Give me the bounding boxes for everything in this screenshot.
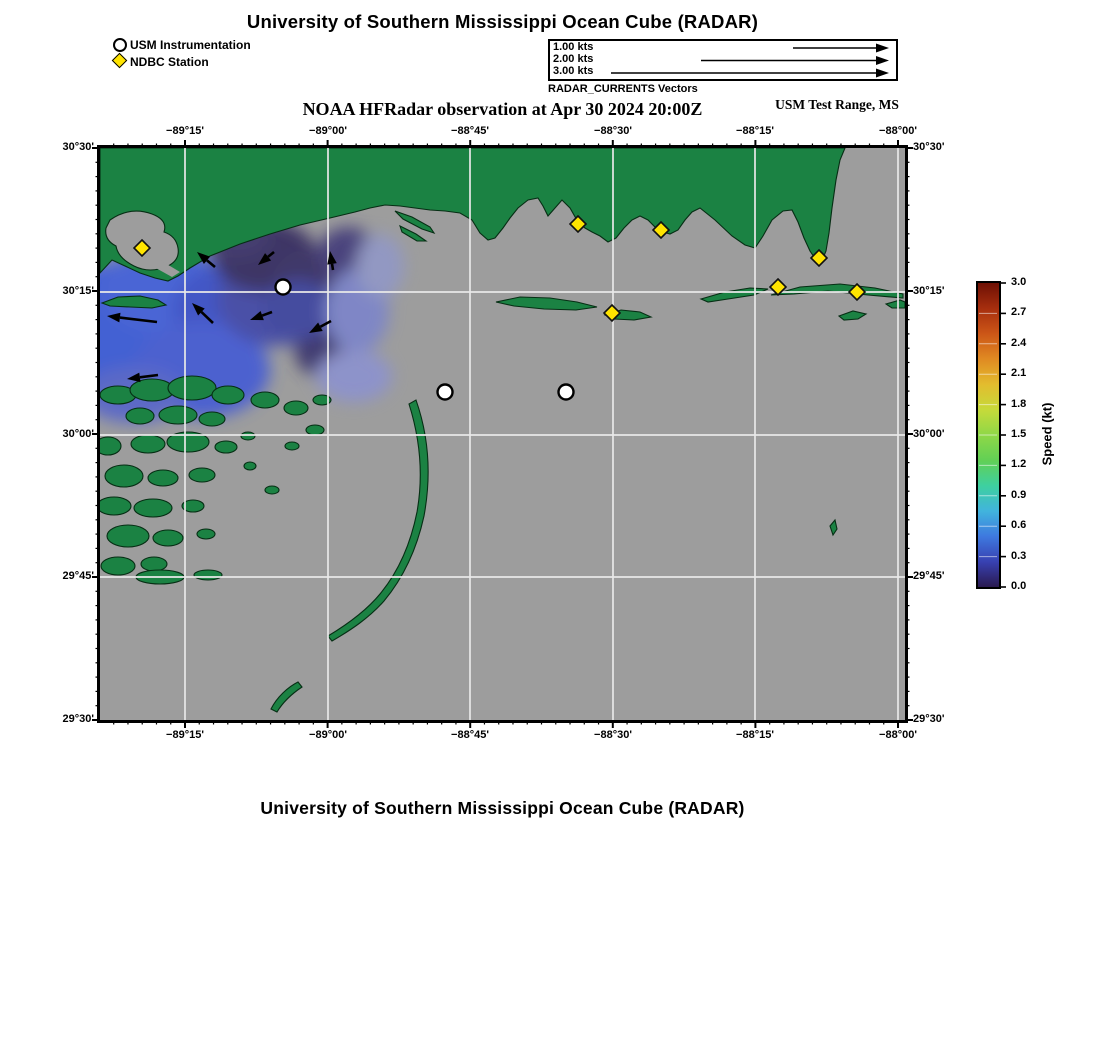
y-axis-label-left: 29°45' bbox=[62, 570, 94, 582]
usm-instrumentation-marker bbox=[438, 385, 453, 400]
x-axis-label-bottom: −88°45' bbox=[451, 729, 489, 741]
vector-scale-arrowhead bbox=[876, 69, 889, 78]
x-axis-label-bottom: −89°00' bbox=[309, 729, 347, 741]
vector-scale-2kt-label: 2.00 kts bbox=[553, 53, 594, 65]
y-axis-label-right: 29°30' bbox=[913, 713, 945, 725]
colorbar-tick-label: 0.3 bbox=[1011, 549, 1027, 562]
usm-instrumentation-icon bbox=[113, 38, 127, 52]
map-canvas bbox=[100, 148, 905, 720]
legend-usm-label: USM Instrumentation bbox=[130, 38, 251, 52]
x-axis-label-bottom: −88°30' bbox=[594, 729, 632, 741]
usm-instrumentation-marker bbox=[559, 385, 574, 400]
y-axis-label-right: 30°00' bbox=[913, 428, 945, 440]
y-axis-label-left: 29°30' bbox=[62, 713, 94, 725]
y-axis-label-left: 30°15' bbox=[62, 285, 94, 297]
colorbar-tick-label: 3.0 bbox=[1011, 276, 1027, 288]
vector-scale-arrowhead bbox=[876, 56, 889, 65]
vector-scale-1kt-label: 1.00 kts bbox=[553, 41, 594, 53]
colorbar-tick-label: 2.1 bbox=[1011, 367, 1027, 380]
x-axis-label-top: −88°45' bbox=[451, 125, 489, 137]
colorbar-tick-label: 1.8 bbox=[1011, 397, 1027, 410]
y-axis-label-right: 29°45' bbox=[913, 570, 945, 582]
vector-scale-arrowhead bbox=[876, 44, 889, 53]
colorbar-tick-label: 1.5 bbox=[1011, 428, 1027, 440]
page-title: University of Southern Mississippi Ocean Cube (RADAR) bbox=[246, 11, 759, 32]
x-axis-label-top: −89°15' bbox=[166, 125, 204, 137]
colorbar bbox=[976, 281, 1001, 589]
y-axis-label-left: 30°30' bbox=[62, 141, 94, 153]
current-vector-shaft bbox=[332, 264, 333, 270]
colorbar-gradient bbox=[978, 283, 999, 587]
map-frame bbox=[97, 145, 908, 723]
y-axis-label-right: 30°15' bbox=[913, 285, 945, 297]
colorbar-tick-label: 0.0 bbox=[1011, 580, 1027, 592]
ndbc-station-icon bbox=[112, 53, 128, 69]
x-axis-label-top: −88°15' bbox=[736, 125, 774, 137]
vector-scale-arrows bbox=[550, 41, 896, 79]
colorbar-tick-label: 0.9 bbox=[1011, 488, 1027, 501]
x-axis-label-top: −88°30' bbox=[594, 125, 632, 137]
vector-scale-box bbox=[548, 39, 898, 81]
colorbar-tick-label: 0.6 bbox=[1011, 519, 1027, 532]
colorbar-tick-label: 1.2 bbox=[1011, 458, 1027, 471]
x-axis-label-top: −88°00' bbox=[879, 125, 917, 137]
colorbar-tick-label: 2.4 bbox=[1011, 336, 1027, 349]
y-axis-label-left: 30°00' bbox=[62, 428, 94, 440]
x-axis-label-bottom: −88°00' bbox=[879, 729, 917, 741]
colorbar-tick-label: 2.7 bbox=[1011, 306, 1027, 319]
colorbar-title: Speed (kt) bbox=[1039, 402, 1055, 466]
vector-scale-3kt-label: 3.00 kts bbox=[553, 65, 594, 77]
usm-instrumentation-marker bbox=[276, 280, 291, 295]
footer-title: University of Southern Mississippi Ocean Cube (RADAR) bbox=[260, 798, 745, 818]
observation-subtitle: NOAA HFRadar observation at Apr 30 2024 20:00Z bbox=[302, 99, 703, 119]
legend-ndbc-label: NDBC Station bbox=[130, 54, 209, 69]
vector-scale-caption: RADAR_CURRENTS Vectors bbox=[548, 83, 698, 95]
x-axis-label-bottom: −88°15' bbox=[736, 729, 774, 741]
x-axis-label-bottom: −89°15' bbox=[166, 729, 204, 741]
y-axis-label-right: 30°30' bbox=[913, 141, 945, 153]
x-axis-label-top: −89°00' bbox=[309, 125, 347, 137]
test-range-label: USM Test Range, MS bbox=[775, 97, 899, 112]
